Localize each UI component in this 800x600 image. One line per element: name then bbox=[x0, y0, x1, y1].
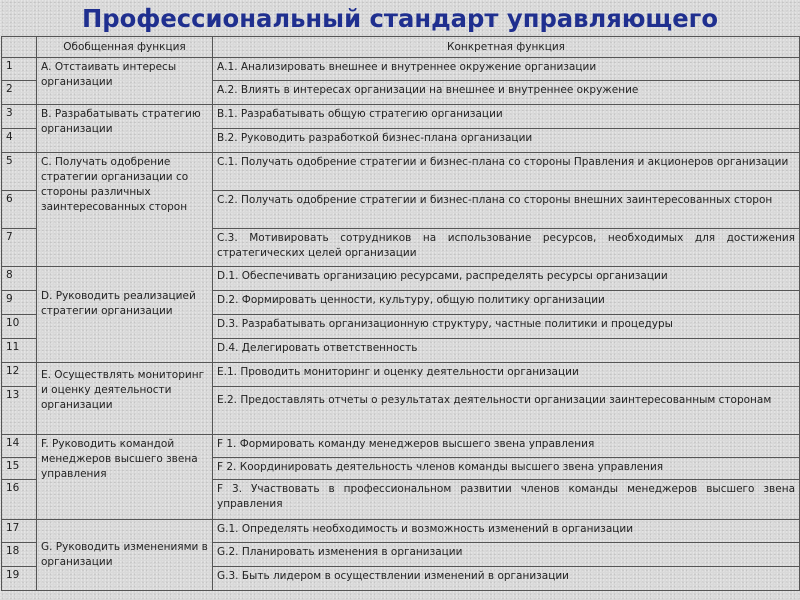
table-row bbox=[2, 520, 800, 543]
row-number: 4 bbox=[2, 129, 37, 153]
standard-table bbox=[1, 36, 800, 591]
specific-function-cell: В.2. Руководить разработкой бизнес-плана организации bbox=[213, 129, 800, 153]
general-function-cell: А. Отстаивать интересы организации bbox=[37, 58, 213, 105]
table-header-row bbox=[2, 37, 800, 58]
row-number: 9 bbox=[2, 291, 37, 315]
row-number: 8 bbox=[2, 267, 37, 291]
row-number: 19 bbox=[2, 567, 37, 591]
general-function-cell: F. Руководить командой менеджеров высшего звена управления bbox=[37, 435, 213, 520]
row-number: 3 bbox=[2, 105, 37, 129]
specific-function-cell: D.4. Делегировать ответственность bbox=[213, 339, 800, 363]
row-number: 12 bbox=[2, 363, 37, 387]
specific-function-cell: D.3. Разрабатывать организационную структуру, частные политики и процедуры bbox=[213, 315, 800, 339]
row-number: 6 bbox=[2, 191, 37, 229]
general-function-cell: В. Разрабатывать стратегию организации bbox=[37, 105, 213, 153]
specific-function-cell: С.2. Получать одобрение стратегии и бизнес-плана со стороны внешних заинтересованных сторон bbox=[213, 191, 800, 229]
row-number: 13 bbox=[2, 387, 37, 435]
specific-function-cell: А.1. Анализировать внешнее и внутреннее окружение организации bbox=[213, 58, 800, 81]
specific-function-cell: F 1. Формировать команду менеджеров высшего звена управления bbox=[213, 435, 800, 458]
specific-function-cell: Е.1. Проводить мониторинг и оценку деятельности организации bbox=[213, 363, 800, 387]
specific-function-cell: D.1. Обеспечивать организацию ресурсами, распределять ресурсы организации bbox=[213, 267, 800, 291]
specific-function-cell: G.2. Планировать изменения в организации bbox=[213, 543, 800, 567]
specific-function-cell: D.2. Формировать ценности, культуру, общую политику организации bbox=[213, 291, 800, 315]
row-number: 10 bbox=[2, 315, 37, 339]
table-row bbox=[2, 435, 800, 458]
general-function-cell: Е. Осуществлять мониторинг и оценку деятельности организации bbox=[37, 363, 213, 435]
header-specific-function: Конкретная функция bbox=[213, 37, 800, 58]
specific-function-cell: В.1. Разрабатывать общую стратегию организации bbox=[213, 105, 800, 129]
specific-function-cell: F 3. Участвовать в профессиональном развитии членов команды менеджеров высшего звена управления bbox=[213, 480, 800, 520]
row-number: 16 bbox=[2, 480, 37, 520]
row-number: 17 bbox=[2, 520, 37, 543]
row-number: 11 bbox=[2, 339, 37, 363]
specific-function-cell: Е.2. Предоставлять отчеты о результатах деятельности организации заинтересованным сторонам bbox=[213, 387, 800, 435]
specific-function-cell: С.3. Мотивировать сотрудников на использование ресурсов, необходимых для достижения стратегических целей организации bbox=[213, 229, 800, 267]
table-row bbox=[2, 58, 800, 81]
specific-function-cell: С.1. Получать одобрение стратегии и бизнес-плана со стороны Правления и акционеров организации bbox=[213, 153, 800, 191]
general-function-cell: G. Руководить изменениями в организации bbox=[37, 520, 213, 591]
header-number bbox=[2, 37, 37, 58]
specific-function-cell: G.1. Определять необходимость и возможность изменений в организации bbox=[213, 520, 800, 543]
table-row bbox=[2, 153, 800, 191]
row-number: 7 bbox=[2, 229, 37, 267]
row-number: 18 bbox=[2, 543, 37, 567]
specific-function-cell: G.3. Быть лидером в осуществлении изменений в организации bbox=[213, 567, 800, 591]
table-row bbox=[2, 267, 800, 291]
row-number: 14 bbox=[2, 435, 37, 458]
header-general-function: Обобщенная функция bbox=[37, 37, 213, 58]
table-row bbox=[2, 105, 800, 129]
page-title: Профессиональный стандарт управляющего bbox=[81, 4, 719, 33]
table-row bbox=[2, 363, 800, 387]
specific-function-cell: F 2. Координировать деятельность членов команды высшего звена управления bbox=[213, 458, 800, 480]
specific-function-cell: А.2. Влиять в интересах организации на внешнее и внутреннее окружение bbox=[213, 81, 800, 105]
row-number: 15 bbox=[2, 458, 37, 480]
row-number: 5 bbox=[2, 153, 37, 191]
general-function-cell: D. Руководить реализацией стратегии организации bbox=[37, 267, 213, 363]
row-number: 2 bbox=[2, 81, 37, 105]
general-function-cell: С. Получать одобрение стратегии организации со стороны различных заинтересованных сторон bbox=[37, 153, 213, 267]
row-number: 1 bbox=[2, 58, 37, 81]
